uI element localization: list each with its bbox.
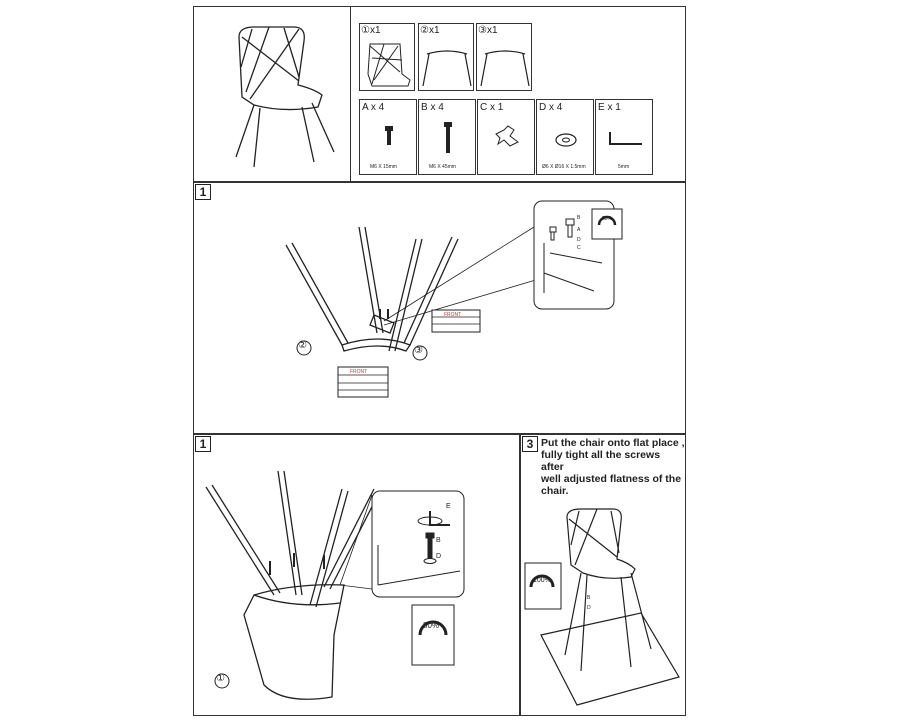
parts-list-panel	[193, 6, 686, 182]
detail-label-d-2: D	[436, 553, 442, 560]
part-1-number: ①	[361, 25, 370, 36]
step-1b-number: 1	[195, 436, 211, 452]
hardware-a-spec: M6 X 15mm	[370, 164, 397, 170]
detail-label-a: A	[577, 227, 581, 233]
leg-assembly-illustration	[194, 183, 687, 435]
front-label-1: FRONT	[444, 312, 462, 318]
chair-overview-illustration	[194, 7, 354, 183]
hardware-b-cell	[418, 99, 476, 175]
hardware-a-qty: x 4	[370, 102, 385, 113]
hardware-c-letter: C	[480, 102, 488, 113]
instruction-line-4: chair.	[541, 485, 569, 497]
hardware-d-cell	[536, 99, 594, 175]
detail-label-b: B	[577, 215, 581, 221]
rotate-percent-100: 100%	[533, 577, 551, 584]
step-3-label-b: B	[587, 595, 591, 601]
instruction-line-3: well adjusted flatness of the	[541, 473, 682, 485]
seat-assembly-illustration	[194, 435, 521, 717]
detail-label-d: D	[577, 237, 581, 243]
hardware-e-qty: x 1	[607, 102, 621, 113]
finished-chair-illustration	[521, 435, 687, 717]
hardware-b-spec: M6 X 45mm	[429, 164, 456, 170]
rear-legs-icon	[477, 24, 533, 92]
rotate-percent-80: 80%	[423, 621, 440, 630]
cross-bracket-icon	[478, 100, 536, 176]
step-1-leg-assembly-panel	[193, 182, 686, 434]
step-3-label-d: D	[587, 605, 591, 611]
hardware-e-cell	[595, 99, 653, 175]
hardware-e-letter: E	[598, 102, 605, 113]
hardware-a-cell	[359, 99, 417, 175]
callout-part-1: ①	[216, 673, 225, 684]
instruction-line-1: Put the chair onto flat place ,	[541, 437, 685, 449]
hardware-c-qty: x 1	[490, 102, 504, 113]
rotate-percent-50: 50%	[602, 216, 613, 222]
hardware-e-spec: 5mm	[618, 164, 630, 170]
front-legs-icon	[419, 24, 475, 92]
hardware-d-letter: D	[539, 102, 547, 113]
hardware-a-letter: A	[362, 102, 369, 113]
step-1-number: 1	[195, 184, 211, 200]
detail-label-e: E	[446, 503, 451, 510]
part-2-qty: x1	[428, 25, 440, 36]
part-2-number: ②	[420, 25, 429, 36]
detail-label-c: C	[577, 245, 581, 251]
step-3-final-panel	[520, 434, 686, 716]
front-label-2: FRONT	[350, 369, 368, 375]
detail-label-b-2: B	[436, 537, 441, 544]
hardware-d-qty: x 4	[549, 102, 563, 113]
part-2-legs-cell	[418, 23, 474, 91]
hardware-c-cell	[477, 99, 535, 175]
part-1-qty: x1	[369, 25, 381, 36]
instruction-line-2: fully tight all the screws after	[541, 449, 661, 473]
hardware-d-spec: Ø6 X Ø16 X 1.5mm	[542, 164, 586, 170]
part-3-number: ③	[478, 25, 487, 36]
step-3-number: 3	[522, 436, 538, 452]
step-1-seat-assembly-panel	[193, 434, 520, 716]
part-3-legs-cell	[476, 23, 532, 91]
callout-part-2: ②	[298, 340, 307, 351]
callout-part-3: ③	[414, 345, 423, 356]
seat-icon	[360, 24, 416, 92]
part-3-qty: x1	[486, 25, 498, 36]
part-1-seat-cell	[359, 23, 415, 91]
hardware-b-qty: x 4	[430, 102, 444, 113]
hardware-b-letter: B	[421, 102, 428, 113]
